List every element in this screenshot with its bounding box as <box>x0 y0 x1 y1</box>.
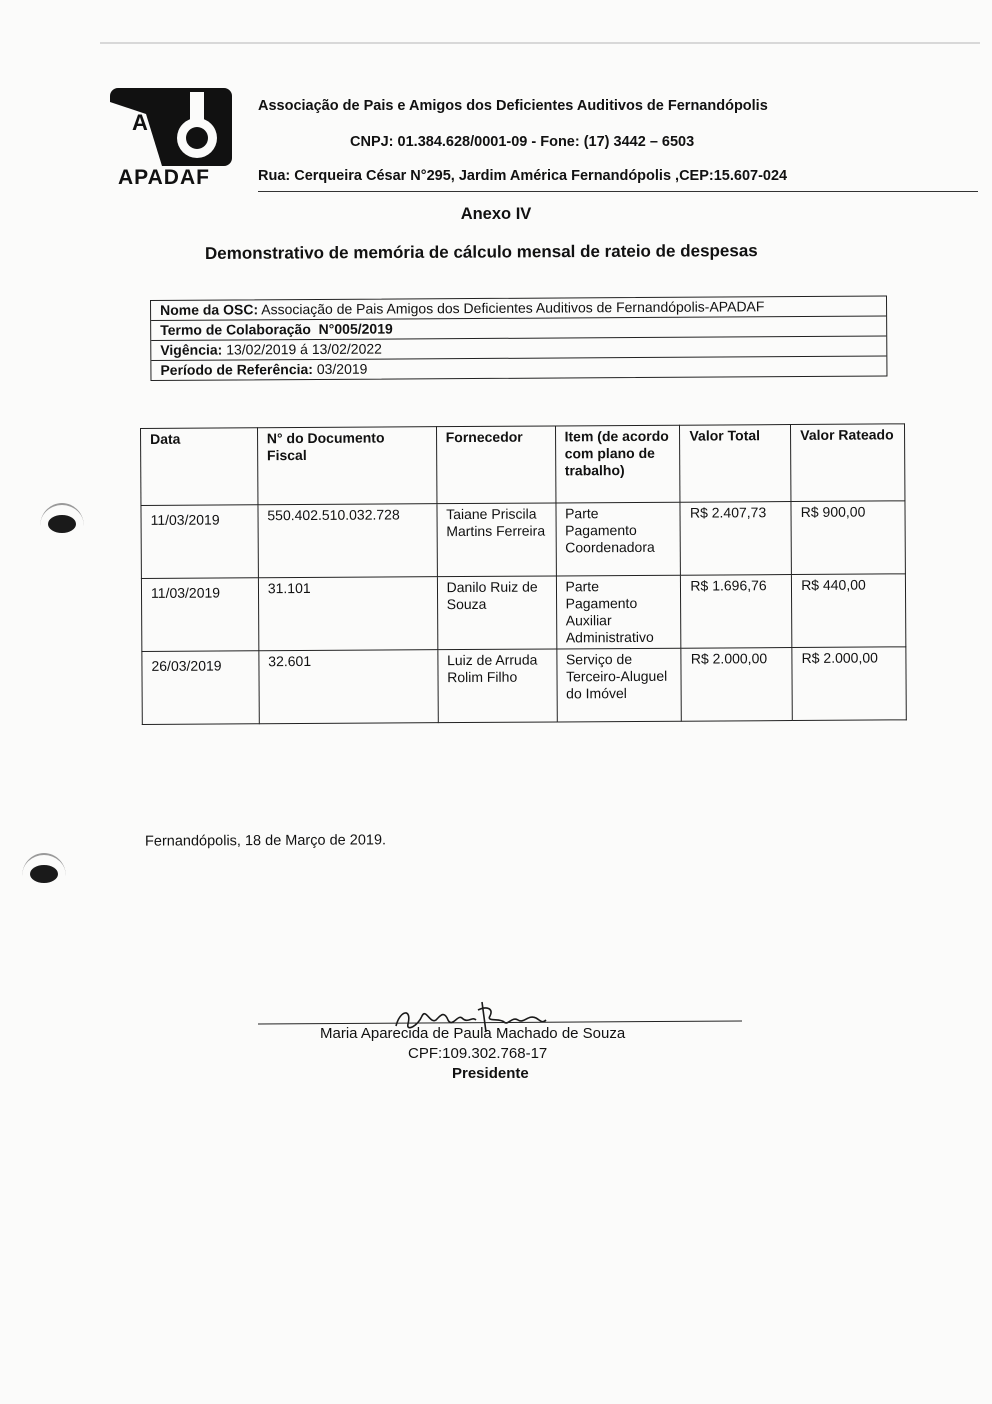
cnpj-phone: CNPJ: 01.384.628/0001-09 - Fone: (17) 3442 – 6503 <box>350 134 695 150</box>
signer-name: Maria Aparecida de Paula Machado de Souza <box>320 1025 626 1042</box>
cell-data: 11/03/2019 <box>141 578 258 652</box>
cell-doc: 550.402.510.032.728 <box>258 504 437 578</box>
info-box <box>150 295 887 381</box>
signer-role: Presidente <box>452 1065 529 1082</box>
signer-cpf: CPF:109.302.768-17 <box>408 1045 548 1062</box>
cell-data: 11/03/2019 <box>141 505 258 579</box>
place-date: Fernandópolis, 18 de Março de 2019. <box>144 832 387 850</box>
table-row <box>141 574 905 652</box>
vigencia-value: 13/02/2019 á 13/02/2022 <box>226 340 382 358</box>
periodo-value: 03/2019 <box>316 360 368 377</box>
cell-valor-total: R$ 2.000,00 <box>681 648 792 722</box>
periodo-label: Período de Referência: <box>160 361 313 378</box>
col-header-fornecedor: Fornecedor <box>436 426 555 504</box>
table-header-row <box>141 424 905 506</box>
scan-edge-line <box>100 42 980 44</box>
org-name: Associação de Pais e Amigos dos Deficientes Auditivos de Fernandópolis <box>258 98 768 114</box>
address: Rua: Cerqueira César N°295, Jardim América Fernandópolis ,CEP:15.607-024 <box>258 168 788 184</box>
cell-data: 26/03/2019 <box>142 651 259 725</box>
termo-label: Termo de Colaboração <box>160 321 311 338</box>
logo-wordmark: APADAF <box>118 166 210 189</box>
cell-valor-rateado: R$ 440,00 <box>792 574 906 648</box>
periodo-row <box>151 357 886 380</box>
osc-label: Nome da OSC: <box>160 301 259 318</box>
col-header-data: Data <box>141 428 258 506</box>
punch-hole <box>40 503 84 547</box>
svg-text:A: A <box>132 110 148 135</box>
punch-hole <box>22 853 66 897</box>
cell-fornecedor: Taiane Priscila Martins Ferreira <box>437 503 556 577</box>
col-header-doc: N° do Documento Fiscal <box>257 427 436 505</box>
cell-valor-total: R$ 2.407,73 <box>680 502 791 576</box>
cell-fornecedor: Danilo Ruiz de Souza <box>437 576 556 650</box>
annex-label: Anexo IV <box>460 205 532 223</box>
table-row <box>142 647 906 725</box>
cell-item: Parte Pagamento Coordenadora <box>555 502 680 576</box>
cell-valor-rateado: R$ 900,00 <box>791 501 905 575</box>
cell-item: Serviço de Terceiro-Aluguel do Imóvel <box>556 648 681 722</box>
table-row <box>141 501 905 579</box>
osc-value: Associação de Pais Amigos dos Deficientes Auditivos de Fernandópolis-APADAF <box>261 298 765 318</box>
cell-item: Parte Pagamento Auxiliar Administrativo <box>556 575 681 649</box>
cell-doc: 31.101 <box>258 577 437 651</box>
expense-table <box>140 423 907 725</box>
header-divider <box>258 191 978 192</box>
cell-valor-total: R$ 1.696,76 <box>681 575 792 649</box>
cell-doc: 32.601 <box>259 650 438 724</box>
cell-fornecedor: Luiz de Arruda Rolim Filho <box>438 649 557 723</box>
col-header-valor-total: Valor Total <box>680 425 791 503</box>
col-header-item: Item (de acordo com plano de trabalho) <box>555 425 680 503</box>
cell-valor-rateado: R$ 2.000,00 <box>792 647 906 721</box>
termo-value: N°005/2019 <box>318 320 393 337</box>
document-title: Demonstrativo de memória de cálculo mensal de rateio de despesas <box>204 241 758 263</box>
col-header-valor-rateado: Valor Rateado <box>791 424 905 502</box>
vigencia-label: Vigência: <box>160 341 223 358</box>
